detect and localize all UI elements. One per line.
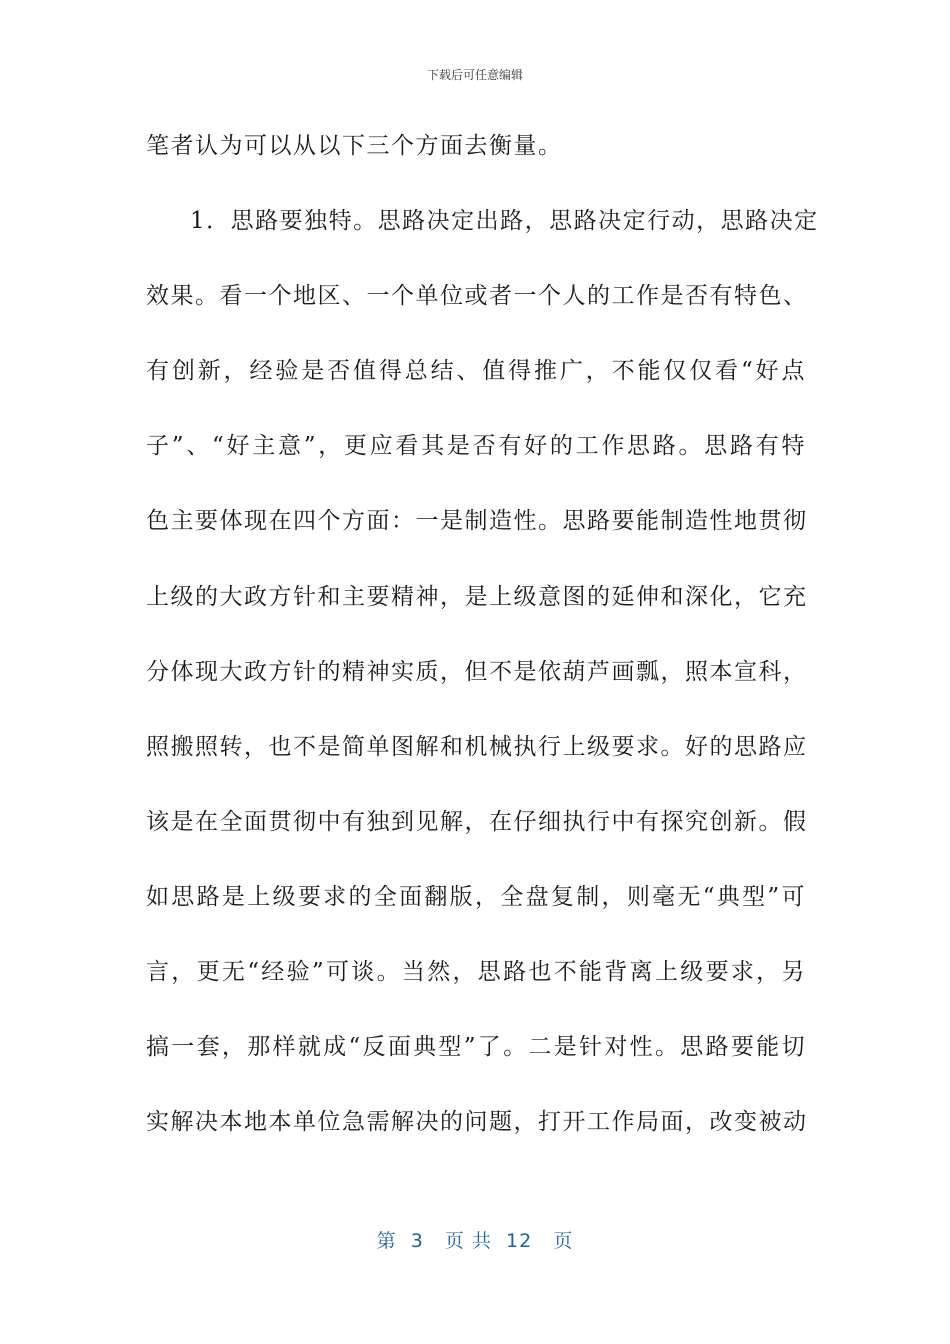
body-line: 色主要体现在四个方面：一是制造性。思路要能制造性地贯彻 (146, 508, 808, 535)
body-line: 笔者认为可以从以下三个方面去衡量。 (146, 133, 563, 159)
body-line: 上级的大政方针和主要精神，是上级意图的延伸和深化，它充 (146, 583, 808, 610)
document-body (146, 126, 819, 1177)
body-line: 效果。看一个地区、一个单位或者一个人的工作是否有特色、 (146, 283, 808, 310)
body-line: 分体现大政方针的精神实质，但不是依葫芦画瓢，照本宣科， (146, 658, 808, 685)
page-header-note: 下载后可任意编辑 (426, 68, 523, 82)
body-line: 1．思路要独特。思路决定出路，思路决定行动，思路决定 (190, 208, 819, 235)
body-line: 照搬照转，也不是简单图解和机械执行上级要求。好的思路应 (146, 733, 808, 760)
body-line: 搞一套，那样就成“反面典型”了。二是针对性。思路要能切 (146, 1034, 806, 1061)
page-number-footer: 第 3 页 共 12 页 (376, 1230, 574, 1252)
body-line: 言，更无“经验”可谈。当然，思路也不能背离上级要求，另 (146, 959, 806, 986)
body-line: 如思路是上级要求的全面翻版，全盘复制，则毫无“典型”可 (146, 883, 806, 910)
body-line: 该是在全面贯彻中有独到见解，在仔细执行中有探究创新。假 (146, 808, 808, 835)
body-line: 实解决本地本单位急需解决的问题，打开工作局面，改变被动 (146, 1109, 808, 1136)
body-line: 子”、“好主意”，更应看其是否有好的工作思路。思路有特 (146, 433, 806, 460)
body-line: 有创新，经验是否值得总结、值得推广，不能仅仅看“好点 (146, 358, 806, 385)
